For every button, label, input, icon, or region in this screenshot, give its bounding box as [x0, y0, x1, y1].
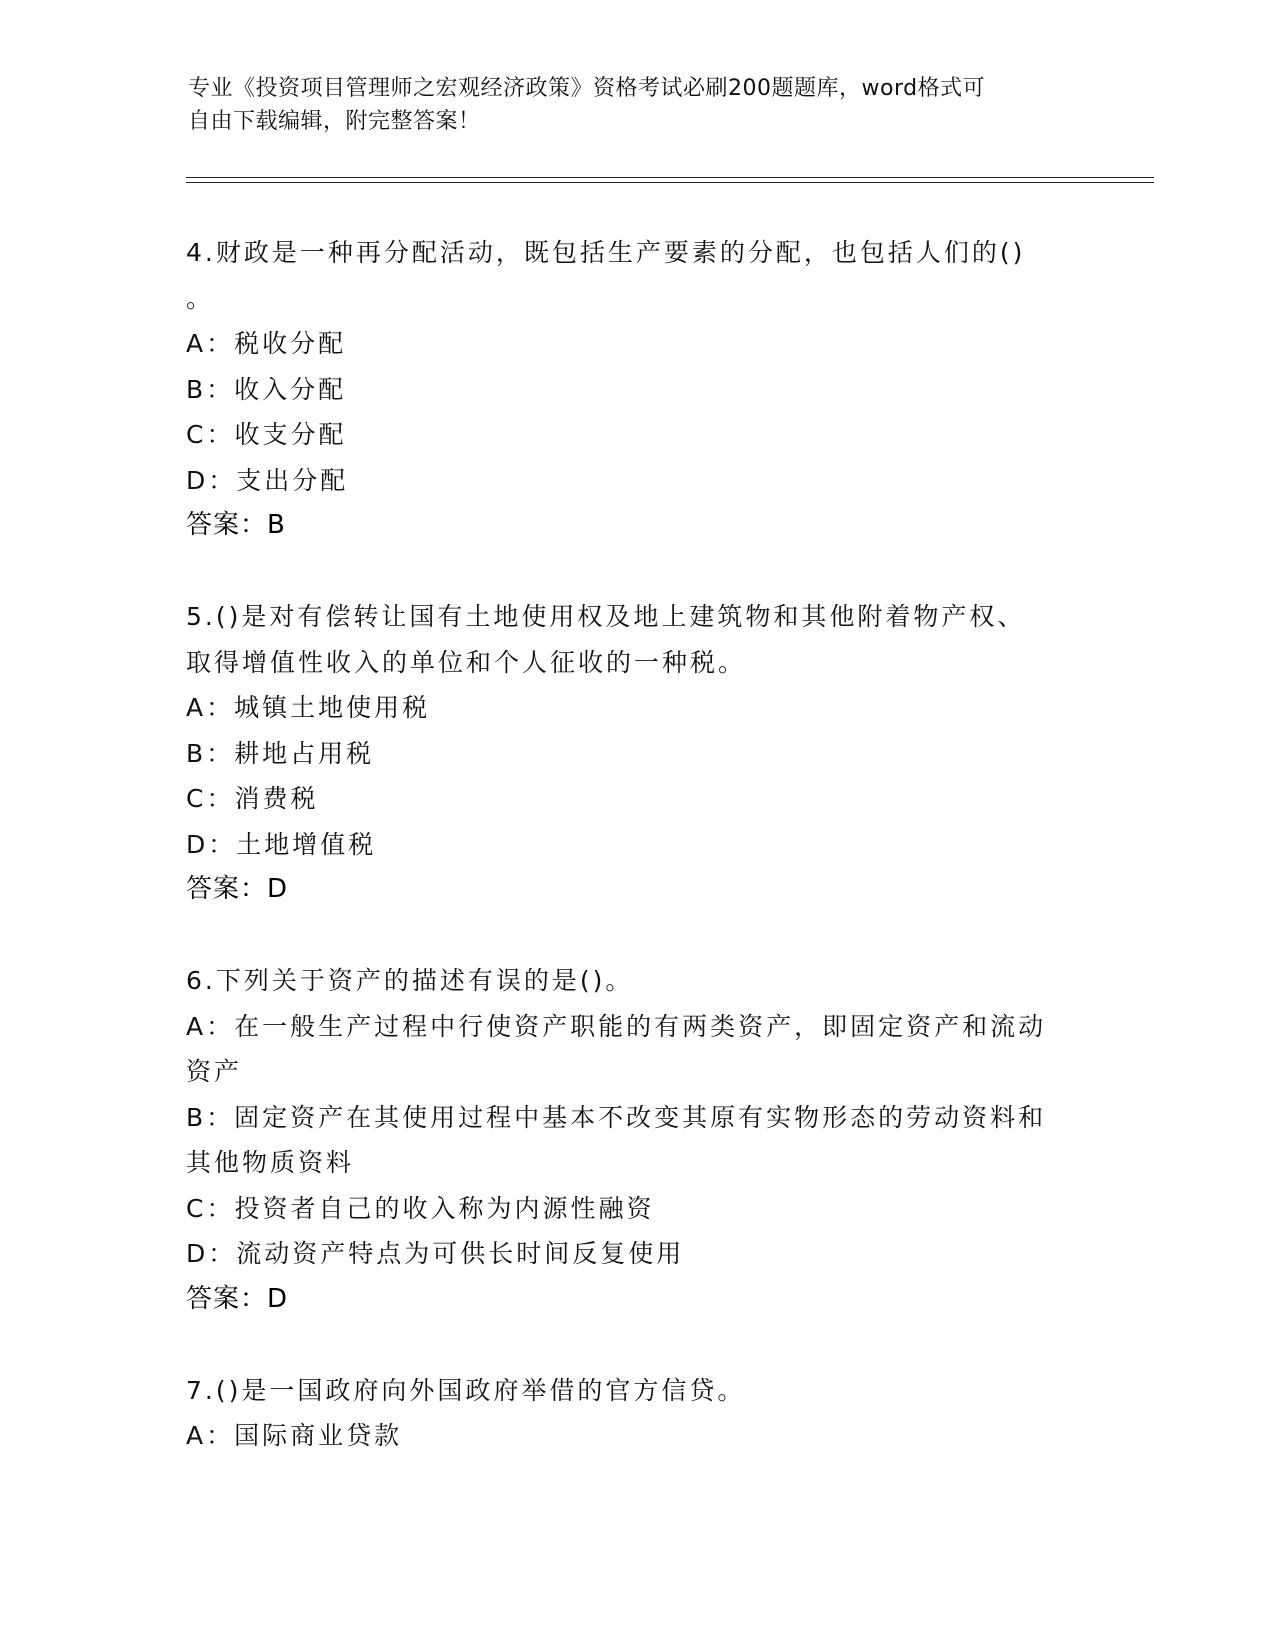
document-header: [188, 72, 1088, 138]
question-spacer: [186, 913, 1086, 959]
question-block: [186, 230, 1086, 549]
option-d: D：支出分配: [186, 465, 349, 495]
question-block: [186, 1368, 1086, 1459]
option-b: B：收入分配: [186, 374, 347, 404]
option-b: B：固定资产在其使用过程中基本不改变其原有实物形态的劳动资料和: [186, 1102, 1047, 1132]
option-b: B：耕地占用税: [186, 738, 375, 768]
question-block: [186, 958, 1086, 1322]
option-d: D：土地增值税: [186, 829, 377, 859]
question-stem-line: 6.下列关于资产的描述有误的是()。: [186, 966, 634, 995]
answer-line: 答案：D: [186, 874, 289, 904]
question-stem-line: 。: [186, 283, 215, 313]
option-c: C：投资者自己的收入称为内源性融资: [186, 1193, 655, 1223]
option-b-continued: 其他物质资料: [186, 1148, 355, 1177]
question-list: [186, 230, 1086, 1459]
question-spacer: [186, 1322, 1086, 1368]
option-c: C：消费税: [186, 784, 319, 813]
option-a: A：城镇土地使用税: [186, 693, 431, 722]
option-d: D：流动资产特点为可供长时间反复使用: [186, 1239, 685, 1268]
header-line-2: 自由下载编辑，附完整答案！: [188, 109, 481, 134]
answer-line: 答案：D: [186, 1283, 289, 1314]
option-a: A：国际商业贷款: [186, 1421, 403, 1450]
header-divider-bottom: [186, 182, 1154, 183]
answer-line: 答案：B: [186, 510, 286, 540]
option-c: C：收支分配: [186, 420, 347, 449]
question-stem-line: 5.()是对有偿转让国有土地使用权及地上建筑物和其他附着物产权、: [186, 602, 1026, 631]
option-a-continued: 资产: [186, 1057, 243, 1086]
question-stem-line: 7.()是一国政府向外国政府举借的官方信贷。: [186, 1375, 746, 1405]
question-stem-line: 取得增值性收入的单位和个人征收的一种税。: [186, 647, 747, 677]
question-block: [186, 594, 1086, 913]
header-divider-top: [186, 177, 1154, 178]
option-a: A：税收分配: [186, 329, 347, 358]
option-a: A：在一般生产过程中行使资产职能的有两类资产，即固定资产和流动: [186, 1011, 1047, 1041]
question-stem-line: 4.财政是一种再分配活动，既包括生产要素的分配，也包括人们的(): [186, 238, 1026, 267]
question-spacer: [186, 549, 1086, 595]
header-line-1: 专业《投资项目管理师之宏观经济政策》资格考试必刷200题题库，word格式可: [188, 76, 986, 101]
